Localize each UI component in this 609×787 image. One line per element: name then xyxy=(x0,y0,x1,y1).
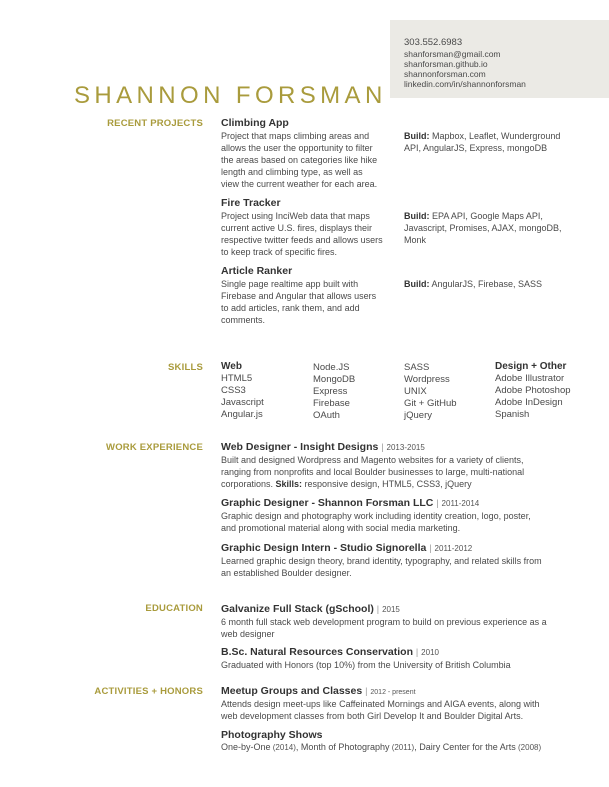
skills-column-2: Node.JS MongoDB Express Firebase OAuth xyxy=(313,362,356,421)
skills-column-web: Web HTML5 CSS3 Javascript Angular.js xyxy=(221,361,264,420)
education-title: Galvanize Full Stack (gSchool) | 2015 xyxy=(221,603,400,615)
project-title: Article Ranker xyxy=(221,265,293,277)
activity-title: Photography Shows xyxy=(221,729,323,741)
contact-phone: 303.552.6983 xyxy=(404,37,463,48)
activity-title: Meetup Groups and Classes | 2012 - present xyxy=(221,685,416,697)
resume-name: SHANNON FORSMAN xyxy=(74,82,387,109)
section-label-projects: RECENT PROJECTS xyxy=(107,118,203,129)
job-description: Learned graphic design theory, brand identity, typography, and related skills from an established Boulder designer. xyxy=(221,556,542,578)
section-label-work: WORK EXPERIENCE xyxy=(106,442,203,453)
project-description: Project using InciWeb data that maps current active U.S. fires, displays their respective twitter feeds and allows users to keep track of specific fires. xyxy=(221,211,383,257)
section-label-skills: SKILLS xyxy=(168,362,203,373)
job-title: Graphic Designer - Shannon Forsman LLC | 2011-2014 xyxy=(221,497,480,509)
job-dates: 2011-2014 xyxy=(441,499,480,508)
job-dates: 2013-2015 xyxy=(386,443,425,452)
contact-website[interactable]: shannonforsman.com xyxy=(404,69,486,79)
skills-column-design: Design + Other Adobe Illustrator Adobe Photoshop Adobe InDesign Spanish xyxy=(495,361,571,420)
education-description: Graduated with Honors (top 10%) from the University of British Columbia xyxy=(221,660,511,670)
project-title: Climbing App xyxy=(221,117,289,129)
education-dates: 2010 xyxy=(421,648,439,657)
job-description: Built and designed Wordpress and Magento websites for a variety of clients, ranging from nonprofits and local Boulder businesses to large, multi-national corporations. Skills: responsive design, HTML5, CSS3, jQuery xyxy=(221,455,525,489)
section-label-education: EDUCATION xyxy=(145,603,203,614)
job-title: Graphic Design Intern - Studio Signorella | 2011-2012 xyxy=(221,542,473,554)
job-description: Graphic design and photography work including identity creation, logo, poster, and promotional material along with social media marketing. xyxy=(221,511,531,533)
contact-email[interactable]: shanforsman@gmail.com xyxy=(404,49,501,59)
project-title: Fire Tracker xyxy=(221,197,281,209)
contact-linkedin[interactable]: linkedin.com/in/shannonforsman xyxy=(404,79,526,89)
education-title: B.Sc. Natural Resources Conservation | 2010 xyxy=(221,646,439,658)
contact-github[interactable]: shanforsman.github.io xyxy=(404,59,488,69)
activity-description: Attends design meet-ups like Caffeinated Mornings and AIGA events, along with web development classes from both Girl Develop It and Boulder Digital Arts. xyxy=(221,699,540,721)
activity-dates: 2012 - present xyxy=(370,689,416,696)
job-dates: 2011-2012 xyxy=(434,544,473,553)
skills-column-3: SASS Wordpress UNIX Git + GitHub jQuery xyxy=(404,362,457,421)
project-description: Single page realtime app built with Firebase and Angular that allows users to add articles, rank them, and add comments. xyxy=(221,279,377,325)
job-title: Web Designer - Insight Designs | 2013-2015 xyxy=(221,441,425,453)
education-description: 6 month full stack web development program to build on previous experience as a web designer xyxy=(221,617,547,639)
project-build: Build: EPA API, Google Maps API, Javascript, Promises, AJAX, mongoDB, Monk xyxy=(404,211,562,245)
education-dates: 2015 xyxy=(382,605,400,614)
section-label-activities: ACTIVITIES + HONORS xyxy=(94,686,203,697)
project-description: Project that maps climbing areas and allows the user the opportunity to filter the areas based on categories like hike length and climbing type, as well as view the current weather for each area. xyxy=(221,131,378,189)
project-build: Build: Mapbox, Leaflet, Wunderground API, AngularJS, Express, mongoDB xyxy=(404,131,561,153)
project-build: Build: AngularJS, Firebase, SASS xyxy=(404,279,543,289)
photography-shows: One-by-One (2014), Month of Photography (2011), Dairy Center for the Arts (2008) xyxy=(221,742,542,752)
